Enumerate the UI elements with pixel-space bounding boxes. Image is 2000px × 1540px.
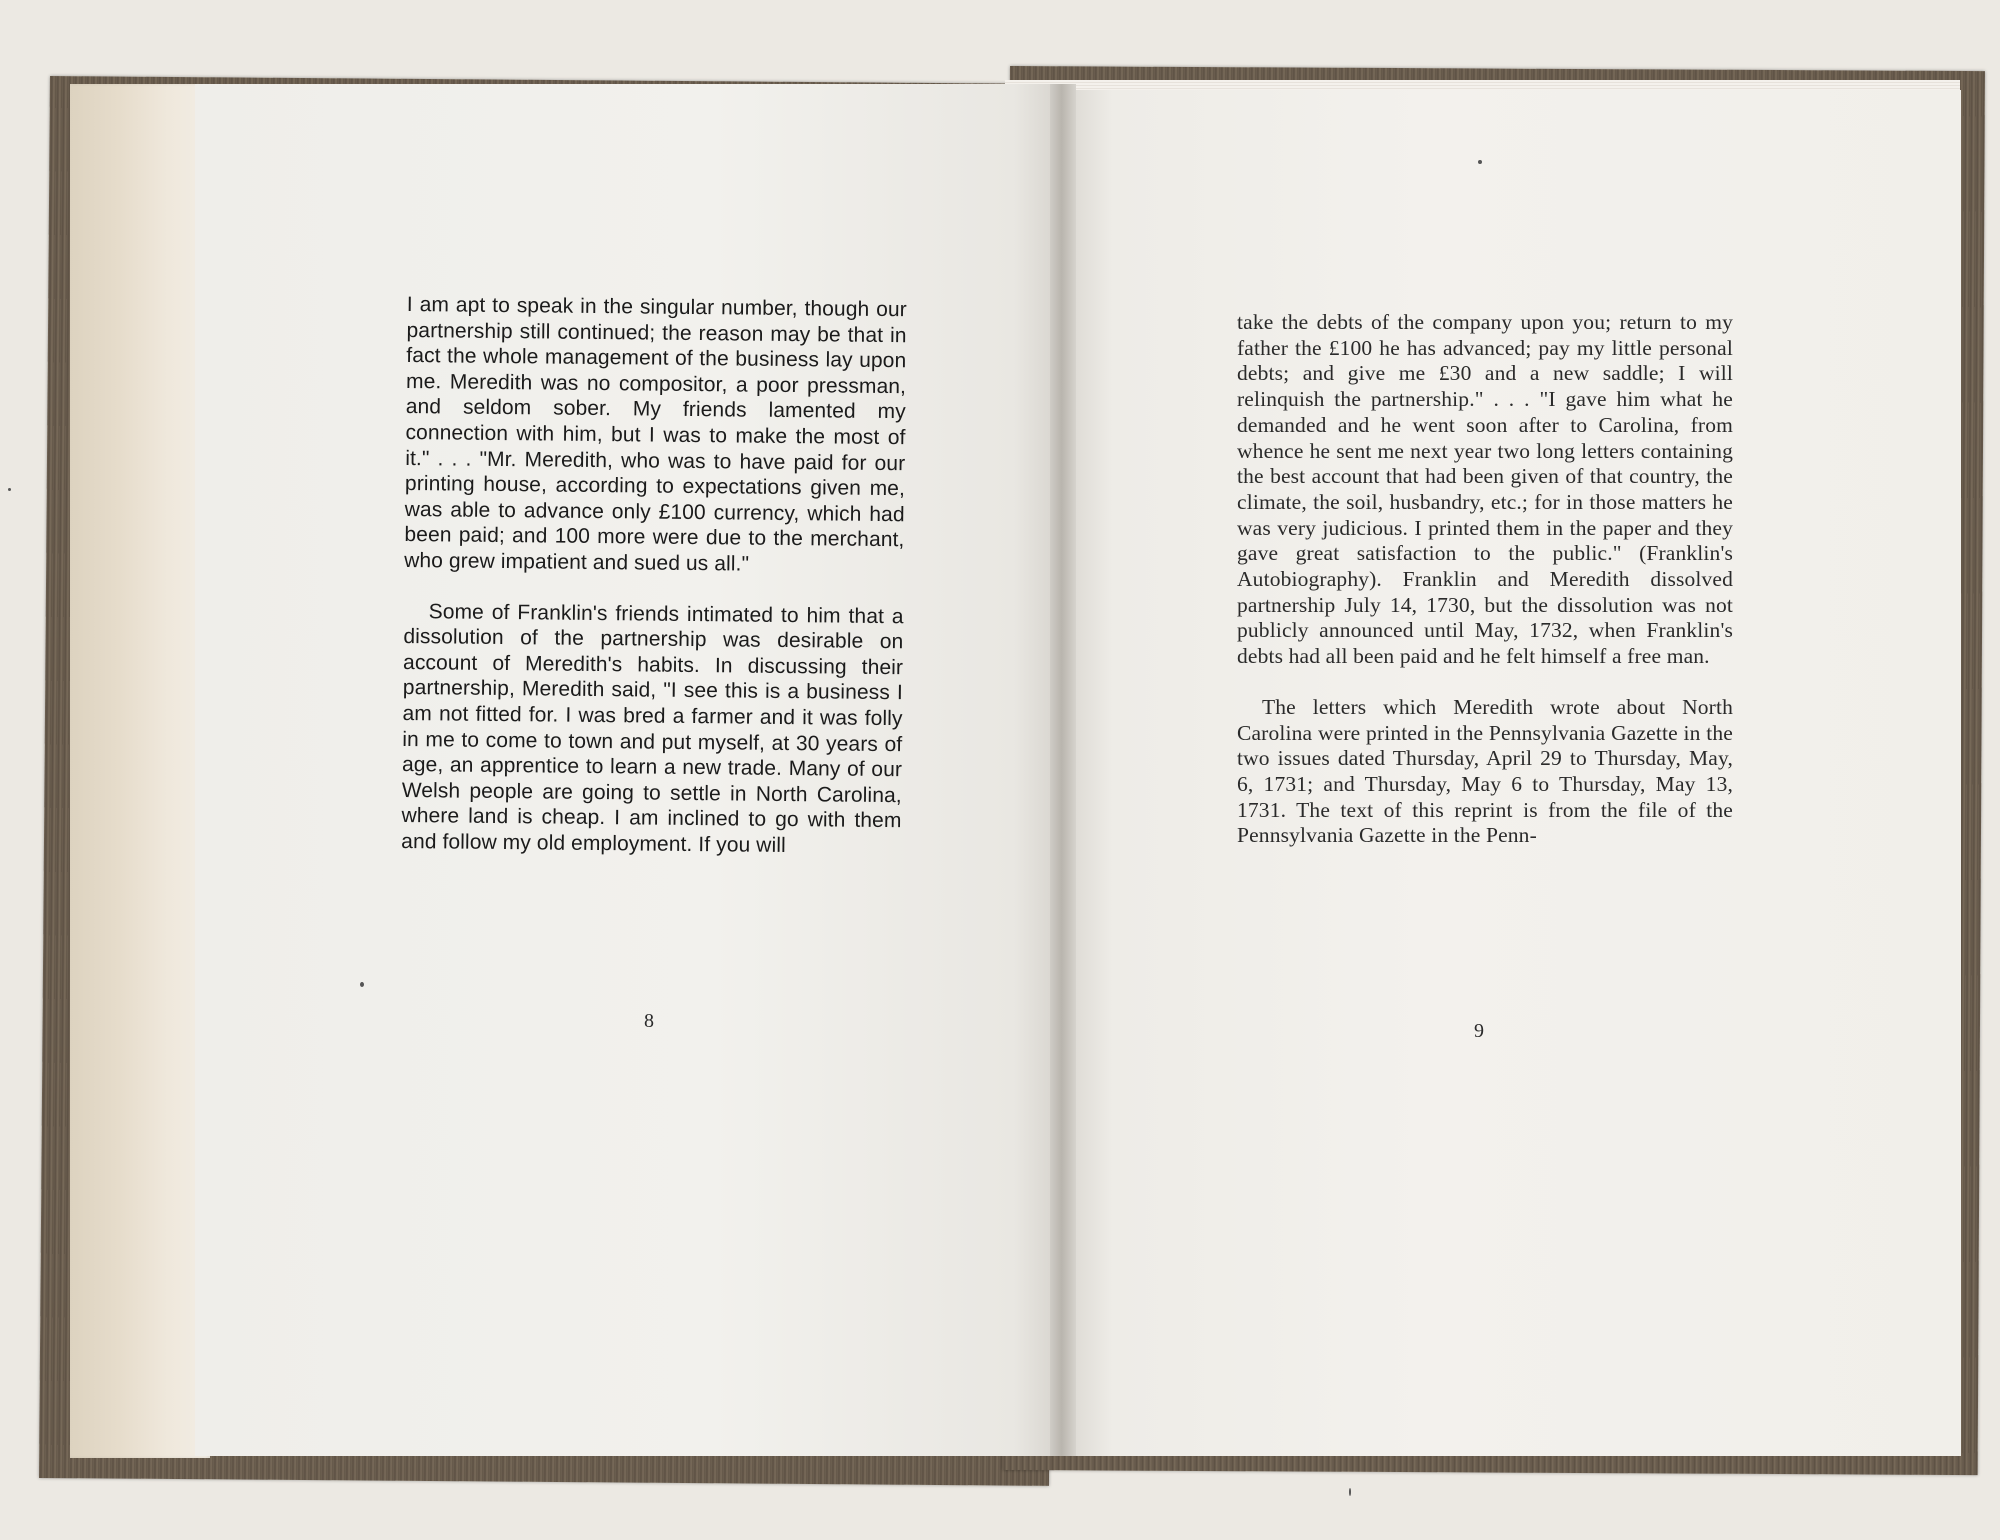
left-page-text xyxy=(401,292,907,860)
right-paragraph-2: The letters which Meredith wrote about North Carolina were printed in the Pennsylvania Gazette in the two issues dated Thursday, April 29 to Thursday, May, 6, 1731; and Thursday, May 6 to Thursday, May 13, 1731. The text of this reprint is from the file of the Pennsylvania Gazette in the Penn- xyxy=(1237,694,1733,848)
paper-speck xyxy=(1478,160,1482,164)
left-paragraph-2: Some of Franklin's friends intimated to him that a dissolution of the partnership was desirable on account of Meredith's habits. In discussing their partnership, Meredith said, "I see this is a business I am not fitted for. I was bred a farmer and it was folly in me to come to town and put myself, at 30 years of age, an apprentice to learn a new trade. Many of our Welsh people are going to settle in North Carolina, where land is cheap. I am inclined to go with them and follow my old employment. If you will xyxy=(401,599,904,857)
paper-speck xyxy=(1349,1488,1351,1496)
right-page-text xyxy=(1237,310,1733,849)
book-gutter xyxy=(1050,84,1076,1456)
right-paragraph-1: take the debts of the company upon you; return to my father the £100 he has advanced; pay my little personal debts; and give me £30 and a new saddle; I will relinquish the partnership." . . . "I gave him what he demanded and he went soon after to Carolina, from whence he sent me next year two long letters containing the best account that had been given of that country, the climate, the soil, husbandry, etc.; for in those matters he was very judicious. I printed them in the paper and they gave great satisfaction to the public." (Franklin's Autobiography). Franklin and Meredith dissolved partnership July 14, 1730, but the dissolution was not publicly announced until May, 1732, when Franklin's debts had all been paid and he felt himself a free man. xyxy=(1237,310,1733,669)
right-page-number: 9 xyxy=(1474,1020,1484,1042)
paper-speck xyxy=(360,982,364,987)
paper-speck xyxy=(8,488,11,491)
left-page-edges xyxy=(70,84,210,1458)
left-paragraph-1: I am apt to speak in the singular number, though our partnership still continued; the reason may be that in fact the whole management of the business lay upon me. Meredith was no compositor, a poor pressman, and seldom sober. My friends lamented my connection with him, but I was to make the most of it." . . . "Mr. Meredith, who was to have paid for our printing house, according to expectations given me, was able to advance only £100 currency, which had been paid; and 100 more were due to the merchant, who grew impatient and sued us all." xyxy=(404,292,907,576)
left-page-number: 8 xyxy=(644,1010,654,1032)
